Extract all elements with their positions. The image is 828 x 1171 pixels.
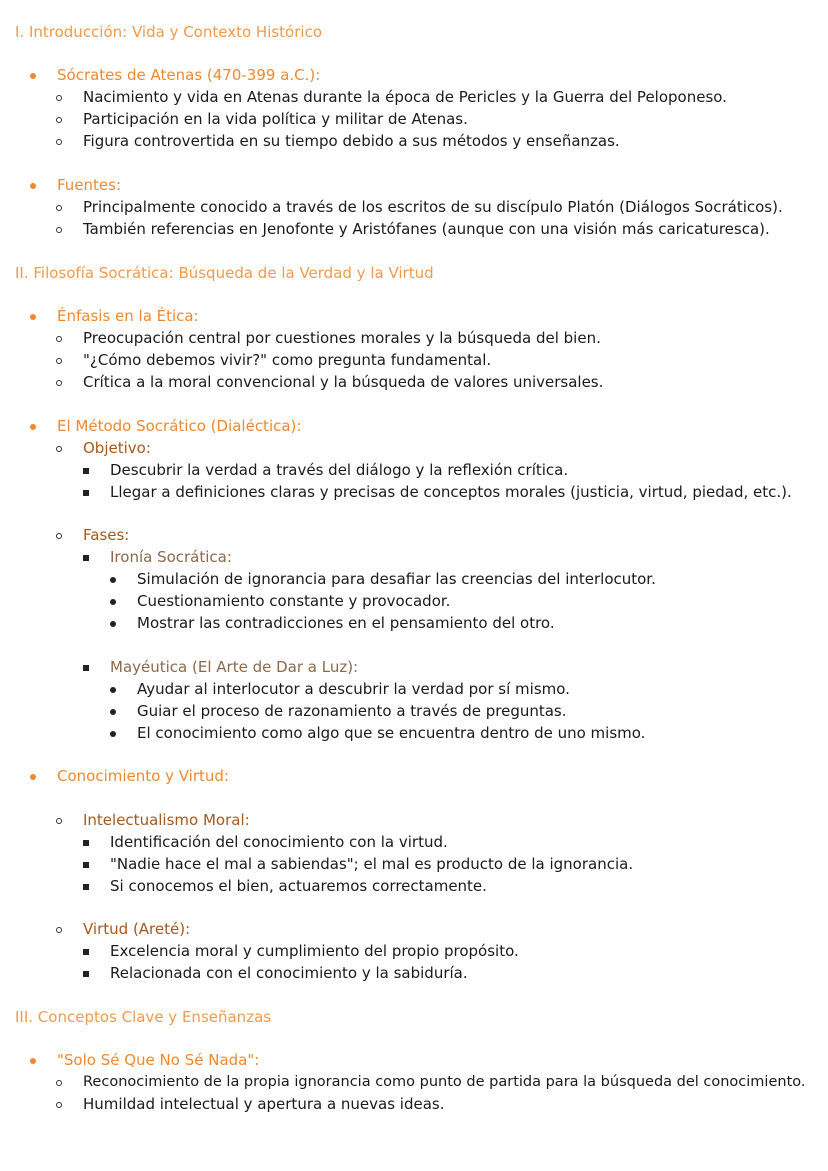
item-text: Ayudar al interlocutor a descubrir la verdad por sí mismo. [137, 680, 570, 698]
list-item [30, 305, 199, 327]
bullet-square-icon [83, 862, 89, 868]
item-text: Nacimiento y vida en Atenas durante la época de Pericles y la Guerra del Peloponeso. [83, 88, 727, 106]
bullet-dot-icon [110, 709, 116, 715]
bullet-circle-icon [56, 205, 62, 211]
subitem-heading: Virtud (Areté): [83, 920, 191, 938]
item-text: Identificación del conocimiento con la virtud. [110, 833, 448, 851]
bullet-circle-icon [56, 336, 62, 342]
item-heading: "Solo Sé Que No Sé Nada": [57, 1051, 260, 1069]
bullet-circle-icon [56, 380, 62, 386]
bullet-circle-icon [56, 818, 62, 824]
bullet-circle-icon [56, 95, 62, 101]
list-item [56, 86, 727, 108]
list-item [56, 437, 151, 459]
item-text: Simulación de ignorancia para desafiar las creencias del interlocutor. [137, 570, 656, 588]
list-item [110, 700, 567, 722]
item-text: "Nadie hace el mal a sabiendas"; el mal es producto de la ignorancia. [110, 855, 634, 873]
list-item [83, 875, 487, 897]
bullet-square-icon [83, 884, 89, 890]
list-item [83, 459, 568, 481]
list-item [56, 327, 601, 349]
list-item [110, 590, 450, 612]
list-item [110, 722, 645, 744]
item-heading: Conocimiento y Virtud: [57, 767, 229, 785]
list-item [56, 1093, 445, 1115]
list-item [56, 809, 250, 831]
subsubitem-heading: Mayéutica (El Arte de Dar a Luz): [110, 658, 359, 676]
list-item [110, 612, 555, 634]
item-text: Humildad intelectual y apertura a nuevas ideas. [83, 1095, 445, 1113]
item-text: Preocupación central por cuestiones morales y la búsqueda del bien. [83, 329, 601, 347]
bullet-disc-icon [30, 424, 36, 430]
list-item [30, 415, 301, 437]
list-item [83, 831, 448, 853]
item-text: El conocimiento como algo que se encuentra dentro de uno mismo. [137, 724, 646, 742]
list-item [110, 678, 570, 700]
bullet-disc-icon [30, 774, 36, 780]
item-text: Mostrar las contradicciones en el pensamiento del otro. [137, 614, 555, 632]
list-item [83, 853, 633, 875]
item-text: Llegar a definiciones claras y precisas de conceptos morales (justicia, virtud, piedad, etc.). [110, 483, 792, 501]
list-item [56, 196, 783, 218]
bullet-disc-icon [30, 314, 36, 320]
item-text: Cuestionamiento constante y provocador. [137, 592, 451, 610]
bullet-circle-icon [56, 117, 62, 123]
bullet-disc-icon [30, 1058, 36, 1064]
list-item [56, 218, 770, 240]
bullet-dot-icon [110, 687, 116, 693]
item-text: Reconocimiento de la propia ignorancia como punto de partida para la búsqueda del conocimiento. [83, 1074, 806, 1090]
list-item [83, 481, 792, 503]
bullet-dot-icon [110, 599, 116, 605]
item-text: Descubrir la verdad a través del diálogo y la reflexión crítica. [110, 461, 569, 479]
list-item [56, 130, 620, 152]
item-text: Principalmente conocido a través de los escritos de su discípulo Platón (Diálogos Socráticos). [83, 198, 783, 216]
bullet-dot-icon [110, 731, 116, 737]
list-item [83, 962, 468, 984]
list-item [83, 546, 232, 568]
list-item [30, 174, 121, 196]
bullet-circle-icon [56, 446, 62, 452]
bullet-square-icon [83, 840, 89, 846]
bullet-circle-icon [56, 927, 62, 933]
section-heading: I. Introducción: Vida y Contexto Histórico [15, 23, 322, 41]
item-text: Participación en la vida política y militar de Atenas. [83, 110, 468, 128]
subitem-heading: Objetivo: [83, 439, 151, 457]
list-item [83, 656, 358, 678]
section-heading: III. Conceptos Clave y Enseñanzas [15, 1008, 272, 1026]
bullet-square-icon [83, 949, 89, 955]
bullet-square-icon [83, 555, 89, 561]
item-text: Figura controvertida en su tiempo debido a sus métodos y enseñanzas. [83, 132, 620, 150]
list-item [56, 918, 190, 940]
bullet-circle-icon [56, 1080, 62, 1086]
section-heading: II. Filosofía Socrática: Búsqueda de la Verdad y la Virtud [15, 264, 434, 282]
bullet-square-icon [83, 490, 89, 496]
list-item [56, 1071, 805, 1093]
bullet-dot-icon [110, 577, 116, 583]
list-item [56, 108, 468, 130]
bullet-circle-icon [56, 1102, 62, 1108]
list-item [30, 64, 320, 86]
list-item [56, 524, 129, 546]
bullet-dot-icon [110, 621, 116, 627]
bullet-circle-icon [56, 358, 62, 364]
subitem-heading: Intelectualismo Moral: [83, 811, 250, 829]
bullet-square-icon [83, 665, 89, 671]
bullet-disc-icon [30, 73, 36, 79]
list-item [83, 940, 519, 962]
bullet-disc-icon [30, 183, 36, 189]
subitem-heading: Fases: [83, 526, 130, 544]
item-heading: Fuentes: [57, 176, 122, 194]
item-text: Crítica a la moral convencional y la búsqueda de valores universales. [83, 373, 604, 391]
list-item [30, 1049, 259, 1071]
list-item [110, 568, 656, 590]
subsubitem-heading: Ironía Socrática: [110, 548, 232, 566]
bullet-square-icon [83, 468, 89, 474]
list-item [56, 371, 603, 393]
item-text: También referencias en Jenofonte y Aristófanes (aunque con una visión más caricaturesca). [83, 220, 770, 238]
item-text: Si conocemos el bien, actuaremos correctamente. [110, 877, 487, 895]
list-item [30, 765, 229, 787]
item-text: Relacionada con el conocimiento y la sabiduría. [110, 964, 468, 982]
item-text: Excelencia moral y cumplimiento del propio propósito. [110, 942, 519, 960]
item-heading: Énfasis en la Ética: [57, 307, 199, 325]
bullet-square-icon [83, 971, 89, 977]
bullet-circle-icon [56, 227, 62, 233]
list-item [56, 349, 491, 371]
bullet-circle-icon [56, 533, 62, 539]
item-heading: El Método Socrático (Dialéctica): [57, 417, 302, 435]
item-text: "¿Cómo debemos vivir?" como pregunta fundamental. [83, 351, 492, 369]
item-heading: Sócrates de Atenas (470-399 a.C.): [57, 66, 321, 84]
bullet-circle-icon [56, 139, 62, 145]
item-text: Guiar el proceso de razonamiento a través de preguntas. [137, 702, 567, 720]
